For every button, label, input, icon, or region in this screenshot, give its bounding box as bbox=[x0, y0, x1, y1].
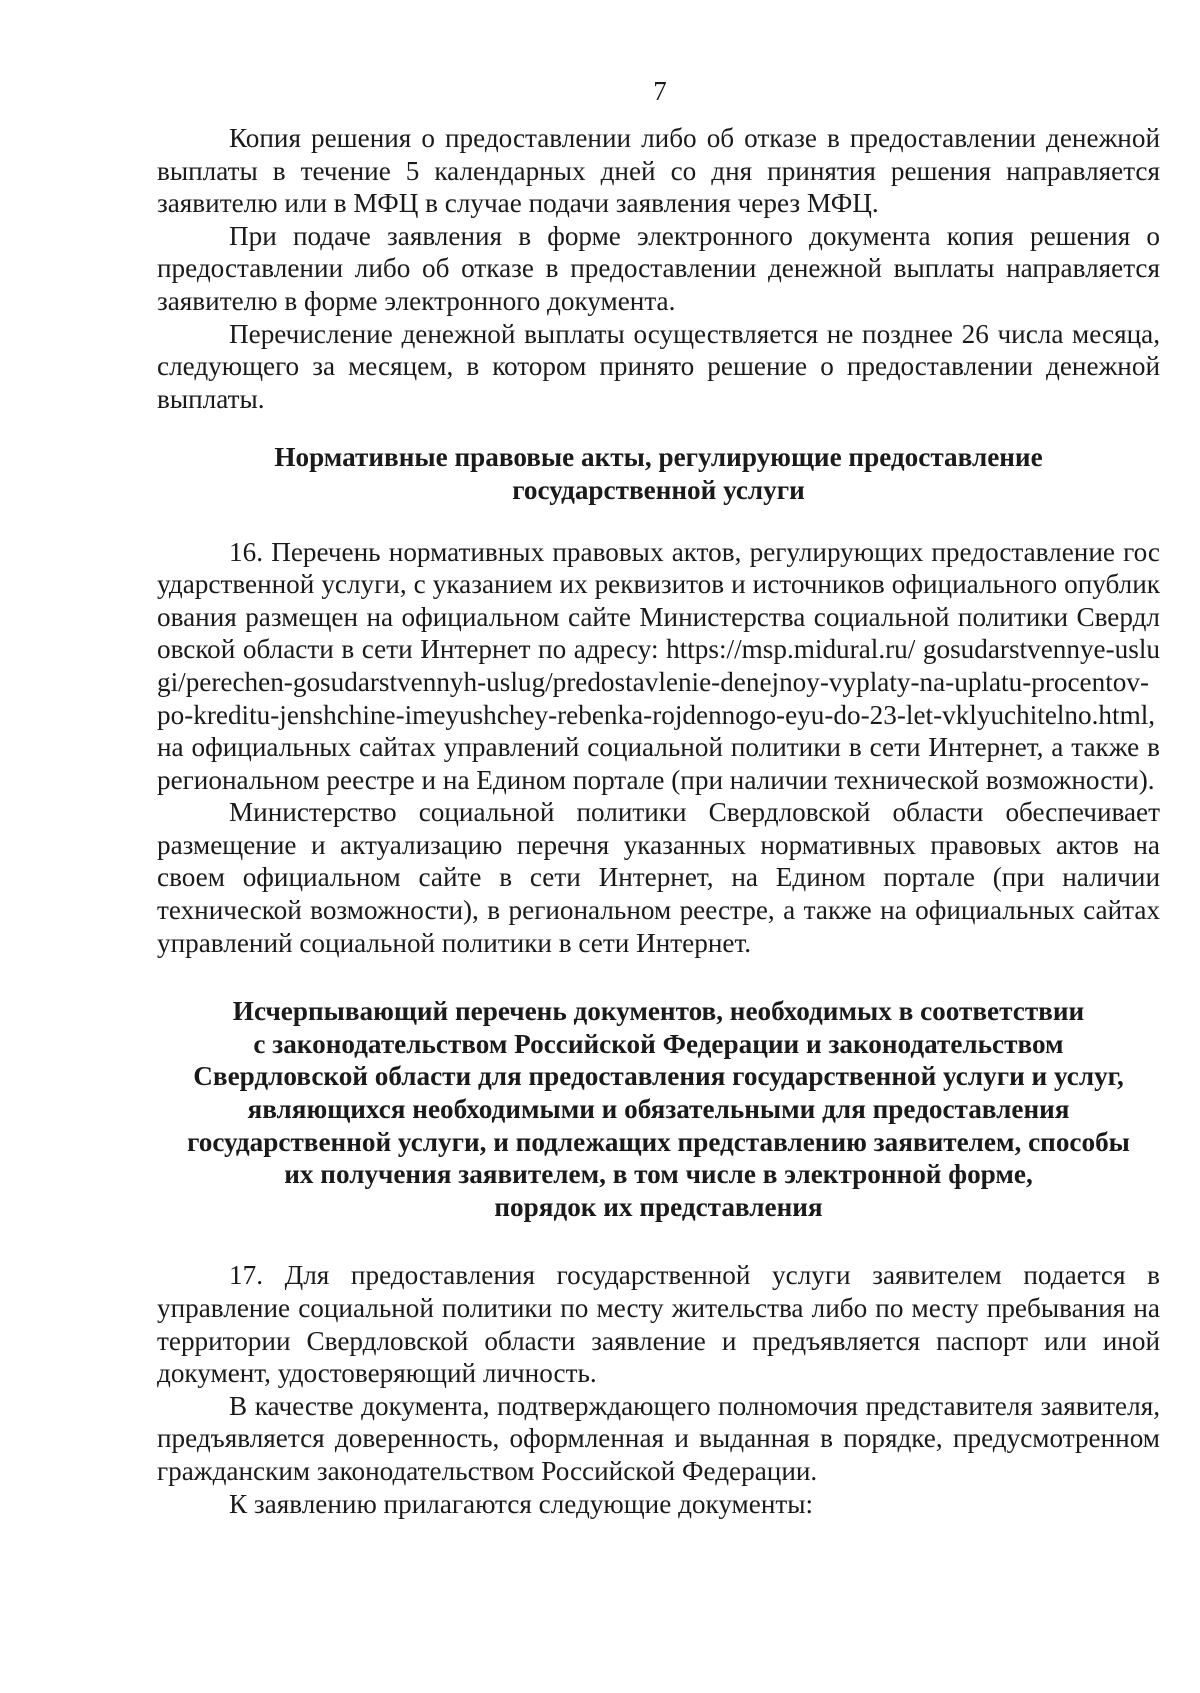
paragraph-payment-transfer: Перечисление денежной выплаты осуществляется не позднее 26 числа месяца, следующего за месяцем, в котором принято решение о предоставлении денежной выплаты. bbox=[157, 318, 1160, 414]
heading-line: являющихся необходимыми и обязательными для предоставления bbox=[247, 1094, 1070, 1125]
paragraph-electronic-copy: При подаче заявления в форме электронного документа копия решения о предоставлении либо об отказе в предоставлении денежной выплаты направляется заявителю в форме электронного документа. bbox=[157, 220, 1160, 316]
section-heading-legal-acts bbox=[157, 441, 1160, 506]
paragraph-representative-authority: В качестве документа, подтверждающего полномочия представителя заявителя, предъявляется доверенность, оформленная и выданная в порядке, предусмотренном гражданским законодательством Российской Федерации. bbox=[157, 1390, 1160, 1486]
heading-line: государственной услуги bbox=[512, 474, 805, 505]
paragraph-attached-documents: К заявлению прилагаются следующие документы: bbox=[229, 1488, 814, 1519]
heading-line: Исчерпывающий перечень документов, необходимых в соответствии bbox=[232, 996, 1085, 1027]
document-body bbox=[157, 122, 1160, 1520]
heading-line: Свердловской области для предоставления государственной услуги и услуг, bbox=[193, 1061, 1124, 1092]
paragraph-decision-copy: Копия решения о предоставлении либо об отказе в предоставлении денежной выплаты в течение 5 календарных дней со дня принятия решения направляется заявителю или в МФЦ в случае подачи заявления через МФЦ. bbox=[157, 123, 1160, 219]
page-number: 7 bbox=[653, 76, 667, 106]
paragraph-item-16: 16. Перечень нормативных правовых актов, регулирующих предоставление государственной услуги, с указанием их реквизитов и источников официального опубликования размещен на официальном сайте Министерства социальной политики Свердловской области в сети Интернет по адресу: https://msp.midural.ru/ gosudarstvennye-uslugi/perechen-gosudarstvennyh-uslug/predostavlenie-denejnoy-vyplaty-na-uplatu-procentov-po-kreditu-jenshchine-imeyushchey-rebenka-rojdennogo-eyu-do-23-let-vklyuchitelno.html, на официальных сайтах управлений социальной политики в сети Интернет, а также в региональном реестре и на Едином портале (при наличии технической возможности). bbox=[157, 536, 1160, 795]
heading-line: Нормативные правовые акты, регулирующие предоставление bbox=[274, 442, 1043, 473]
paragraph-ministry-publication: Министерство социальной политики Свердловской области обеспечивает размещение и актуализацию перечня указанных нормативных правовых актов на своем официальном сайте в сети Интернет, на Едином портале (при наличии технической возможности), в региональном реестре, а также на официальных сайтах управлений социальной политики в сети Интернет. bbox=[157, 797, 1160, 958]
heading-line: их получения заявителем, в том числе в электронной форме, bbox=[284, 1159, 1033, 1190]
paragraph-item-17: 17. Для предоставления государственной услуги заявителем подается в управление социальной политики по месту жительства либо по месту пребывания на территории Свердловской области заявление и предъявляется паспорт или иной документ, удостоверяющий личность. bbox=[157, 1260, 1160, 1389]
heading-line: порядок их представления bbox=[494, 1191, 823, 1222]
heading-line: с законодательством Российской Федерации и законодательством bbox=[253, 1028, 1064, 1059]
section-heading-documents-list bbox=[157, 995, 1160, 1223]
heading-line: государственной услуги, и подлежащих представлению заявителем, способы bbox=[187, 1126, 1130, 1157]
